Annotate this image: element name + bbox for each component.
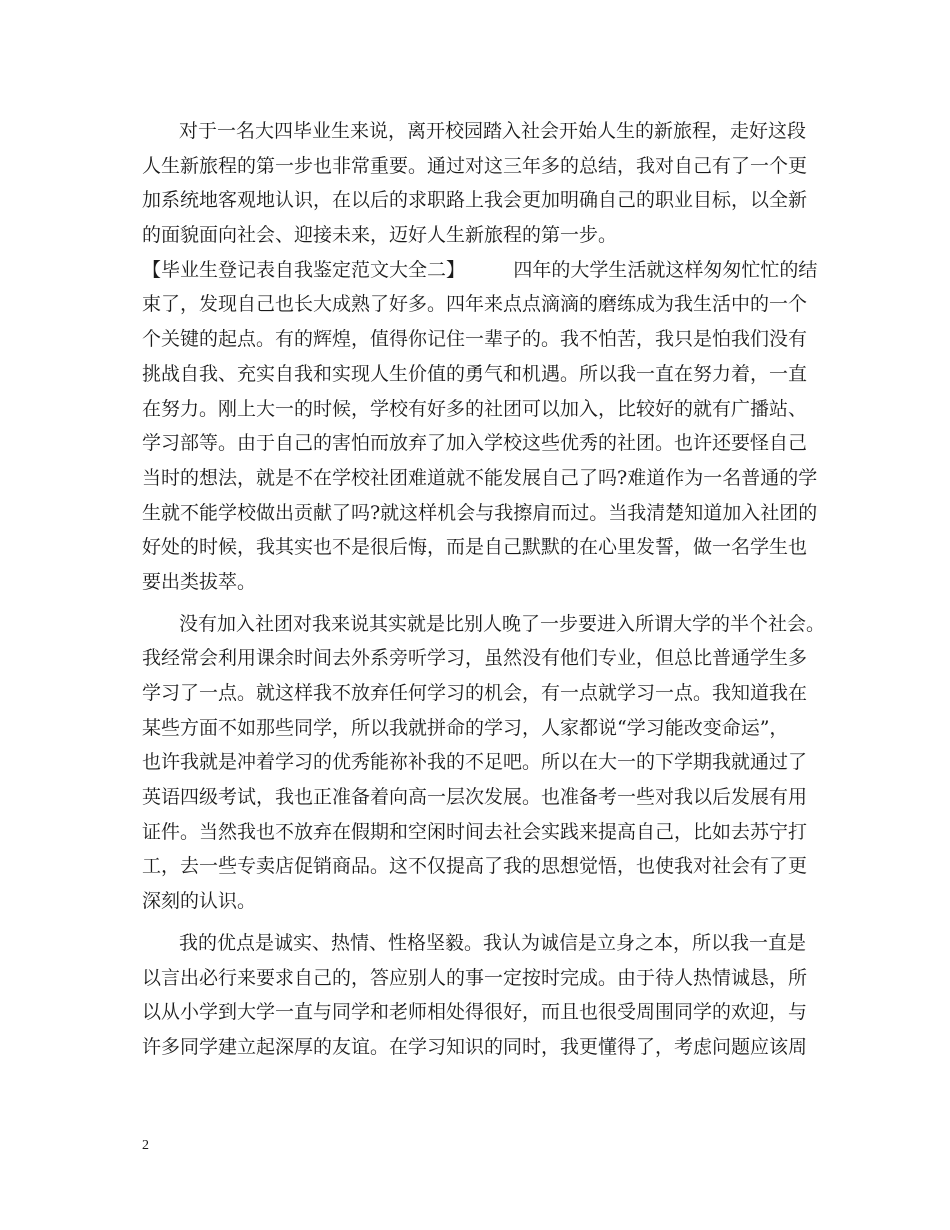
paragraph-line: 以言出必行来要求自己的，答应别人的事一定按时完成。由于待人热情诚恳，所 [142,966,808,989]
paragraph-line: 学习部等。由于自己的害怕而放弃了加入学校这些优秀的社团。也许还要怪自己 [142,432,808,455]
paragraph-line: 个关键的起点。有的辉煌，值得你记住一辈子的。我不怕苦，我只是怕我们没有 [142,328,808,351]
body-text [142,114,826,1065]
paragraph-line: 没有加入社团对我来说其实就是比别人晚了一步要进入所谓大学的半个社会。 [179,612,826,635]
paragraph-line: 我的优点是诚实、热情、性格坚毅。我认为诚信是立身之本，所以我一直是 [179,931,807,954]
paragraph-line: 加系统地客观地认识，在以后的求职路上我会更加明确自己的职业目标，以全新 [142,189,808,212]
paragraph-line: 我经常会利用课余时间去外系旁听学习，虽然没有他们专业，但总比普通学生多 [142,647,808,670]
paragraph-line: 某些方面不如那些同学，所以我就拼命的学习，人家都说“学习能改变命运”， [142,716,789,739]
paragraph-line: 英语四级考试，我也正准备着向高一层次发展。也准备考一些对我以后发展有用 [142,786,808,809]
paragraph-line: 要出类拔萃。 [142,570,257,593]
section-heading-line: 【毕业生登记表自我鉴定范文大全二】 四年的大学生活就这样匆匆忙忙的结 [142,258,818,281]
paragraph-line: 束了，发现自己也长大成熟了好多。四年来点点滴滴的磨练成为我生活中的一个 [142,293,808,316]
paragraph-line: 挑战自我、充实自我和实现人生价值的勇气和机遇。所以我一直在努力着，一直 [142,362,808,385]
paragraph-line: 许多同学建立起深厚的友谊。在学习知识的同时，我更懂得了，考虑问题应该周 [142,1035,808,1058]
paragraph-line: 好处的时候，我其实也不是很后悔，而是自己默默的在心里发誓，做一名学生也 [142,536,808,559]
paragraph-line: 也许我就是冲着学习的优秀能祢补我的不足吧。所以在大一的下学期我就通过了 [142,751,808,774]
paragraph-line: 在努力。刚上大一的时候，学校有好多的社团可以加入，比较好的就有广播站、 [142,397,808,420]
paragraph-line: 学习了一点。就这样我不放弃任何学习的机会，有一点就学习一点。我知道我在 [142,682,808,704]
paragraph-line: 生就不能学校做出贡献了吗?就这样机会与我擦肩而过。当我清楚知道加入社团的 [142,501,818,524]
paragraph-line: 当时的想法，就是不在学校社团难道就不能发展自己了吗?难道作为一名普通的学 [142,466,818,489]
paragraph-line: 的面貌面向社会、迎接未来，迈好人生新旅程的第一步。 [142,224,618,247]
paragraph-line: 深刻的认识。 [142,890,257,913]
page-number: 2 [142,1138,149,1153]
paragraph-line: 人生新旅程的第一步也非常重要。通过对这三年多的总结，我对自己有了一个更 [142,154,808,177]
paragraph-line: 对于一名大四毕业生来说，离开校园踏入社会开始人生的新旅程，走好这段 [179,120,807,142]
paragraph-line: 证件。当然我也不放弃在假期和空闲时间去社会实践来提高自己，比如去苏宁打 [142,820,808,843]
paragraph-line: 以从小学到大学一直与同学和老师相处得很好，而且也很受周围同学的欢迎，与 [142,1001,808,1024]
paragraph-line: 工，去一些专卖店促销商品。这不仅提高了我的思想觉悟，也使我对社会有了更 [142,855,808,878]
